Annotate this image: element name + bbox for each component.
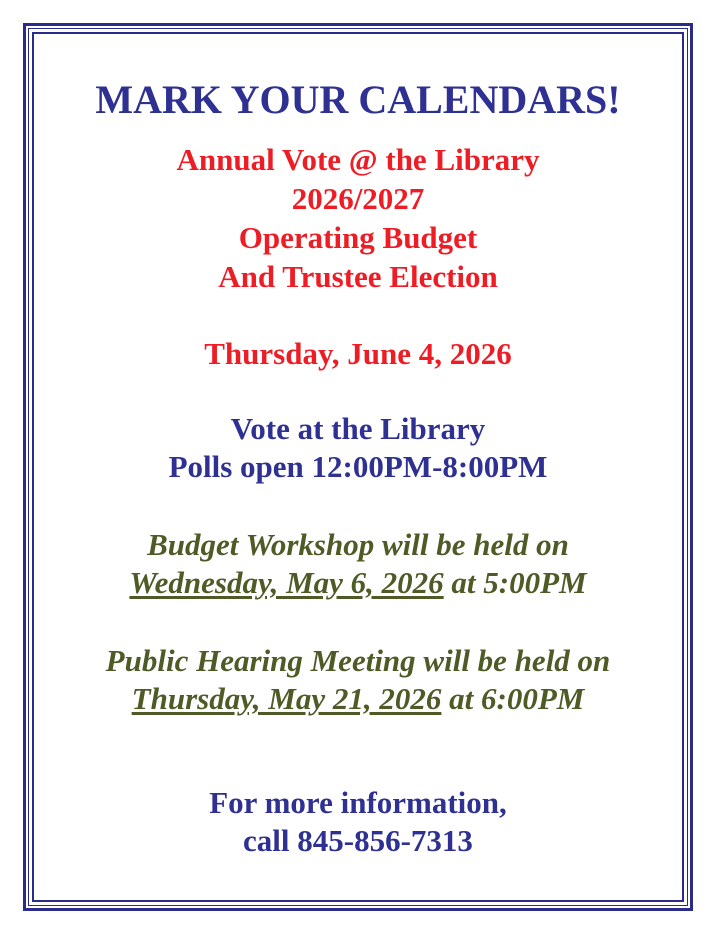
vote-heading-line-1: Annual Vote @ the Library	[176, 142, 540, 177]
public-hearing-time: at 6:00PM	[441, 681, 585, 716]
vote-heading-line-4: And Trustee Election	[218, 259, 498, 294]
vote-date	[34, 334, 682, 373]
polls-hours: Polls open 12:00PM-8:00PM	[168, 449, 548, 484]
public-hearing	[34, 642, 682, 718]
budget-workshop-line-2	[34, 564, 682, 602]
budget-workshop-line-1: Budget Workshop will be held on	[147, 527, 569, 562]
public-hearing-date: Thursday, May 21, 2026	[131, 681, 442, 716]
vote-heading-line-2: 2026/2027	[291, 181, 425, 216]
public-hearing-line-1: Public Hearing Meeting will be held on	[105, 643, 611, 678]
vote-heading	[34, 140, 682, 296]
location-info	[34, 410, 682, 486]
public-hearing-line-2	[34, 680, 682, 718]
page-title: MARK YOUR CALENDARS!	[95, 77, 621, 122]
vote-date-text: Thursday, June 4, 2026	[204, 336, 512, 371]
budget-workshop	[34, 526, 682, 602]
budget-workshop-time: at 5:00PM	[443, 565, 587, 600]
budget-workshop-date: Wednesday, May 6, 2026	[129, 565, 444, 600]
location-line-1: Vote at the Library	[230, 411, 486, 446]
contact-info	[34, 784, 682, 860]
contact-phone: call 845-856-7313	[243, 823, 473, 858]
contact-line-1: For more information,	[209, 785, 507, 820]
vote-heading-line-3: Operating Budget	[238, 220, 478, 255]
